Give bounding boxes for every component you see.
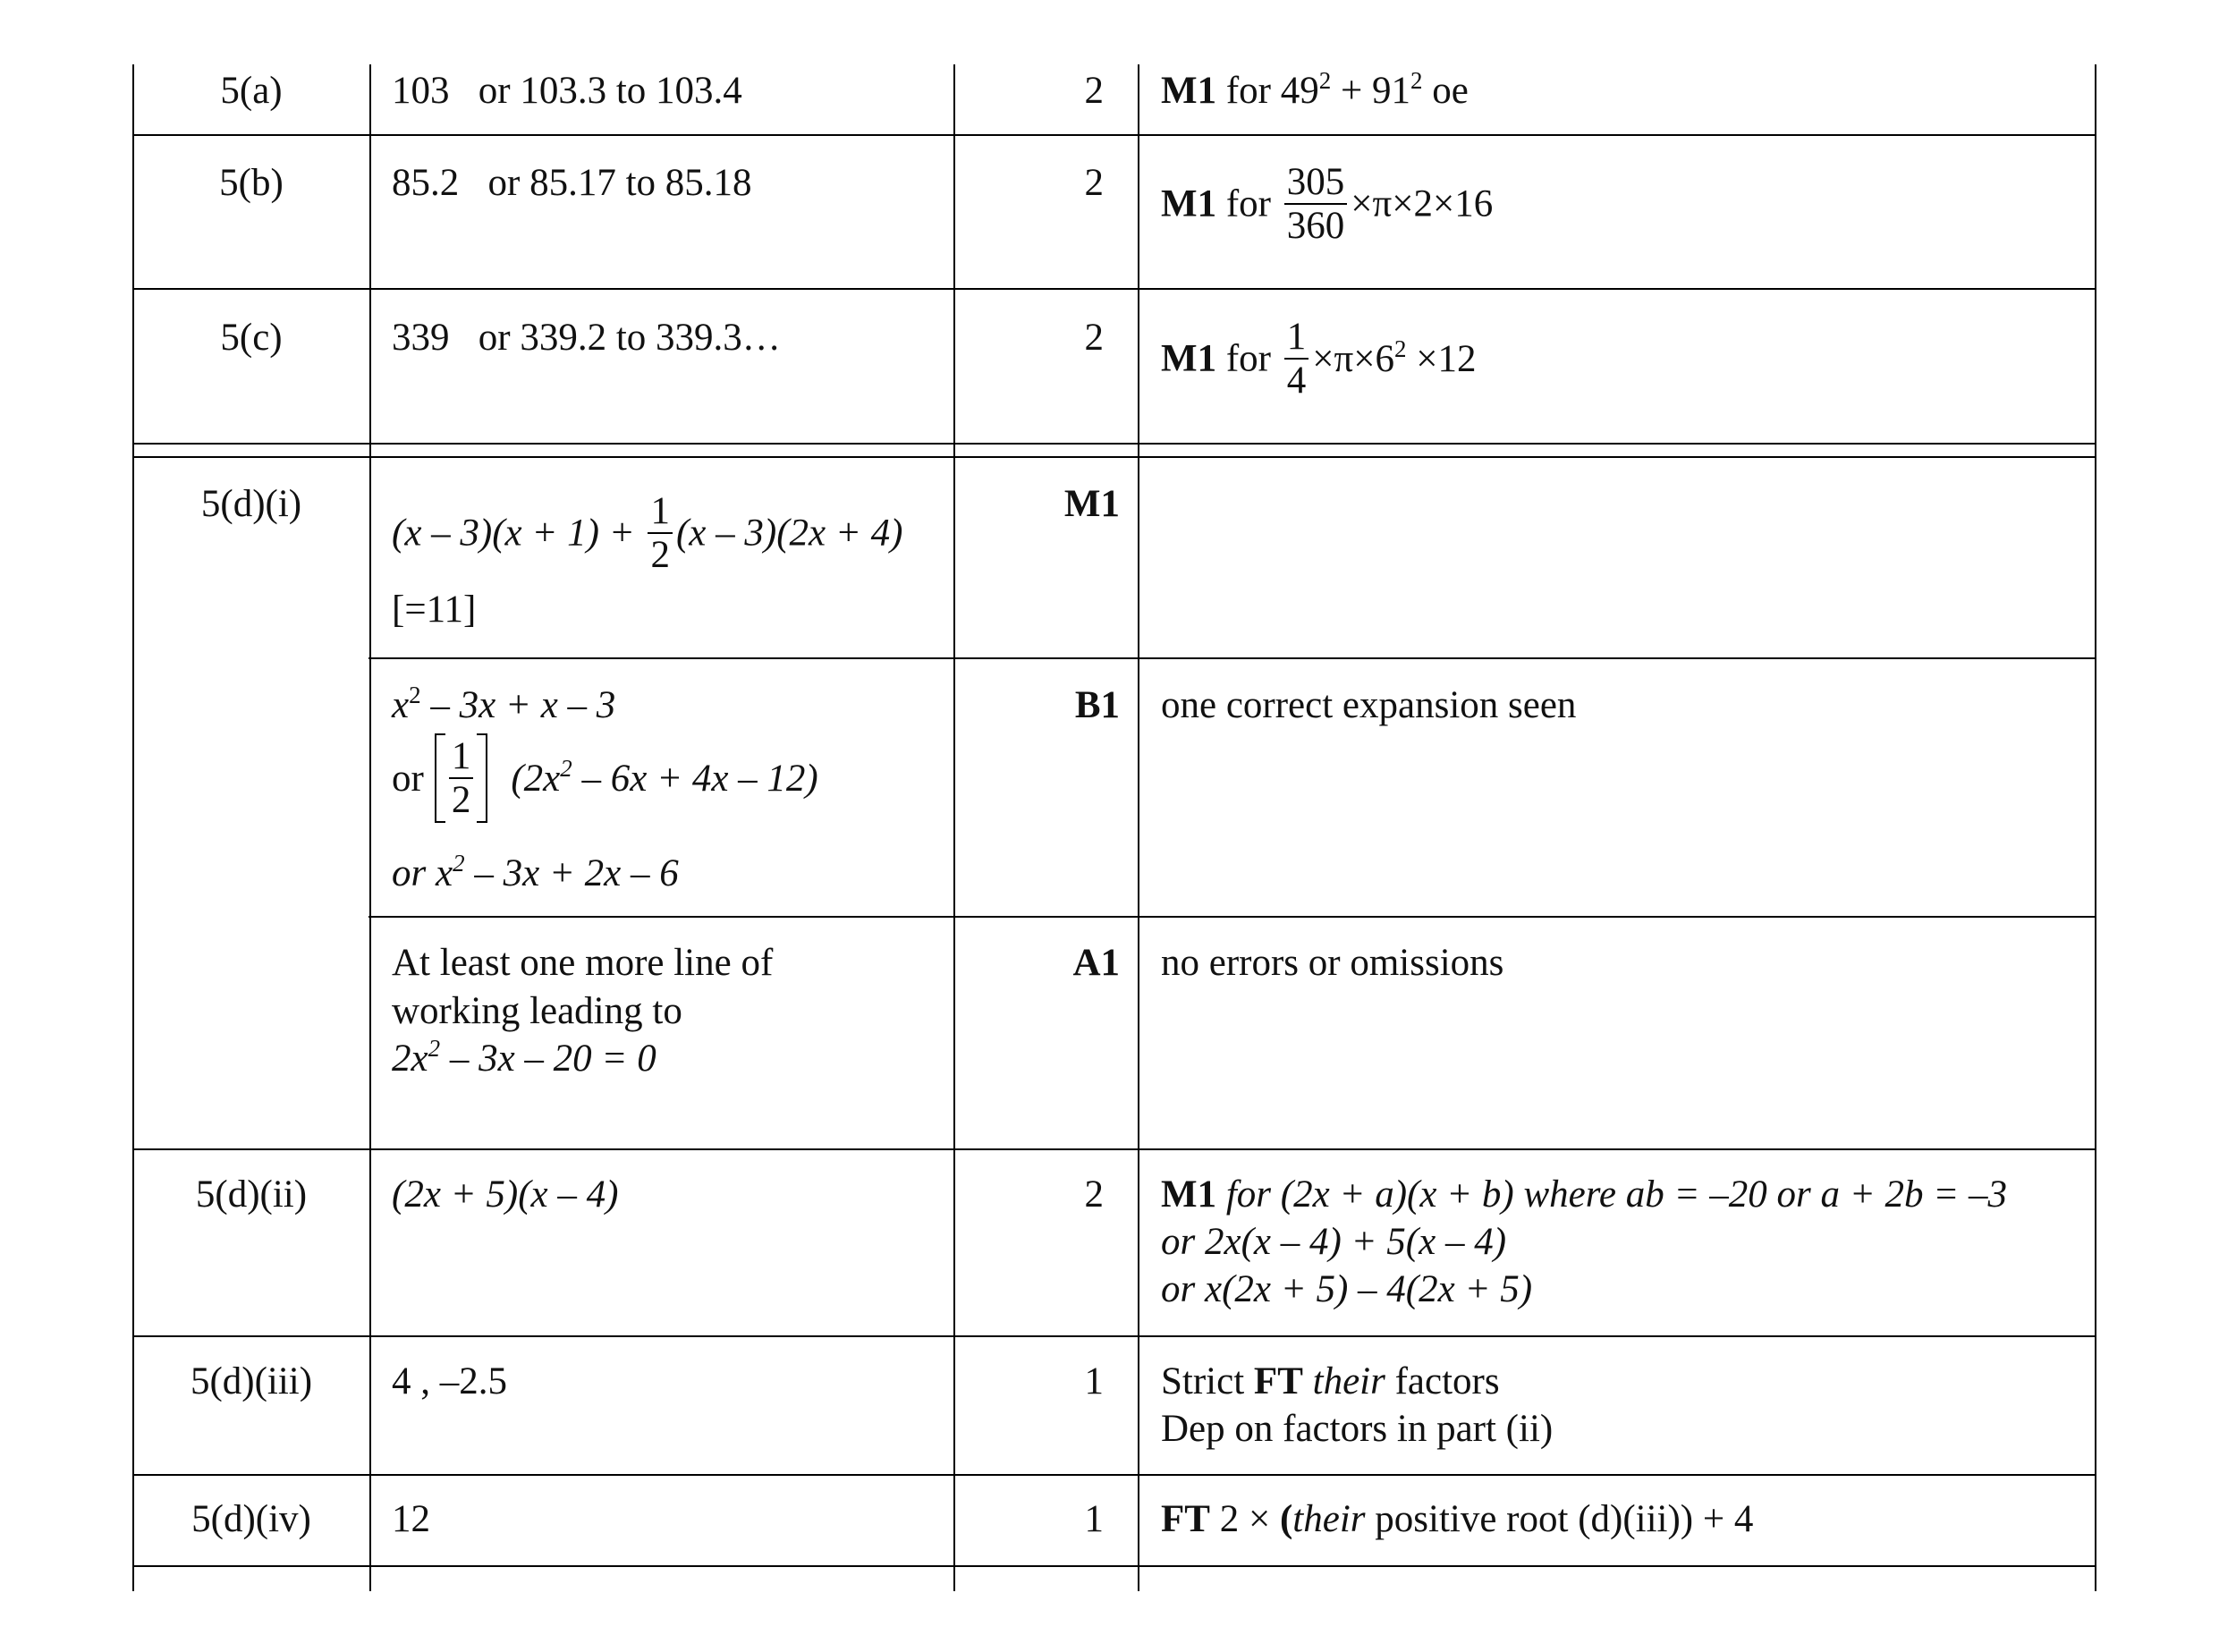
row-divider [132, 456, 2096, 458]
guidance-line: Dep on factors in part (ii) [1161, 1408, 1554, 1450]
guidance: M1 for (2x + a)(x + b) where ab = –20 or a + 2b = –3 [1161, 1173, 2008, 1216]
guidance: M1 for $49^2 + 91^2$ oe [1161, 67, 1469, 112]
guidance: Strict FT their factors [1161, 1360, 1500, 1402]
answer-line: [=11] [392, 589, 477, 631]
answer: 339 or 339.2 to 339.3… [392, 317, 781, 359]
question-number: 5(d)(iv) [191, 1498, 311, 1540]
answer-line: $x^2 - 3x + x - 3$ [392, 682, 616, 726]
marks: 1 [1084, 1360, 1104, 1402]
guidance: FT 2 × (their positive root (d)(iii)) + 4 [1161, 1498, 1754, 1540]
row-divider [368, 657, 2096, 659]
guidance: no errors or omissions [1161, 942, 1504, 984]
column-divider [2095, 64, 2096, 1591]
answer: 12 [392, 1498, 430, 1540]
answer: 85.2 or 85.17 to 85.18 [392, 162, 752, 204]
guidance-line: or x(2x + 5) – 4(2x + 5) [1161, 1268, 1533, 1310]
question-number: 5(a) [220, 70, 283, 112]
guidance: M1 for $\frac{305}{360}$ ×π×2×16 [1161, 161, 1494, 247]
answer-line: At least one more line of [392, 942, 774, 984]
guidance-line: or 2x(x – 4) + 5(x – 4) [1161, 1221, 1507, 1263]
marks: 2 [1084, 70, 1104, 112]
row-divider [132, 1335, 2096, 1337]
guidance: M1 for $\frac{1}{4}$ $\times\pi\times 6^2 \times 12$ [1161, 316, 1477, 402]
marks: 2 [1084, 317, 1104, 359]
question-number: 5(d)(i) [200, 483, 302, 525]
answer-line: $2x^2 - 3x - 20 = 0$ [392, 1035, 656, 1080]
question-number: 5(c) [220, 317, 283, 359]
marks: 2 [1084, 1173, 1104, 1216]
row-divider [132, 443, 2096, 445]
answer: (2x + 5)(x – 4) [392, 1173, 619, 1216]
answer-line: working leading to [392, 990, 682, 1032]
row-divider [132, 134, 2096, 136]
marks: A1 [1072, 942, 1120, 984]
column-divider [1138, 64, 1139, 1591]
marks: 1 [1084, 1498, 1104, 1540]
marks: M1 [1063, 483, 1120, 525]
question-number: 5(b) [219, 162, 284, 204]
answer: (x – 3)(x + 1) + $\frac{1}{2}$ (x – 3)(2x + 4) [392, 490, 903, 576]
row-divider [132, 1474, 2096, 1476]
question-number: 5(d)(ii) [195, 1173, 308, 1216]
guidance: one correct expansion seen [1161, 684, 1577, 726]
answer: 4 , –2.5 [392, 1360, 507, 1402]
answer: 103 or 103.3 to 103.4 [392, 70, 742, 112]
answer-line: or $\frac{1}{2}$ $(2x^2 - 6x + 4x - 12)$ [392, 735, 818, 821]
column-divider [953, 64, 955, 1591]
marks: B1 [1074, 684, 1120, 726]
marks: 2 [1084, 162, 1104, 204]
row-divider [132, 1148, 2096, 1150]
row-divider [132, 288, 2096, 290]
answer-line: or $x^2 - 3x + 2x - 6$ [392, 850, 679, 894]
row-divider [132, 1565, 2096, 1567]
mark-scheme-table [132, 64, 2096, 1591]
question-number: 5(d)(iii) [190, 1360, 313, 1402]
row-divider [368, 916, 2096, 918]
